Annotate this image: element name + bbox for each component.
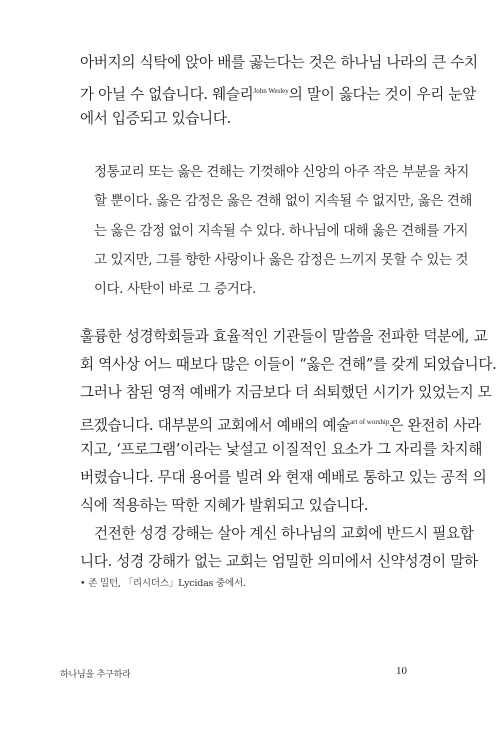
- paragraph-1: [80, 49, 478, 134]
- superscript-john-wesley: John Wesley: [253, 87, 289, 96]
- paragraph-2-line-6: 버렸습니다. 무대 용어를 빌려 와 현재 예배로 통하고 있는 공적 의: [80, 468, 487, 486]
- paragraph-3-line-1: 건전한 성경 강해는 살아 계신 하나님의 교회에 반드시 필요합: [94, 525, 474, 542]
- footnote: • 존 밀턴, 「리시더스」Lycidas 중에서.: [80, 578, 246, 589]
- quote-line-2: 할 뿐이다. 옳은 감정은 옳은 견해 없이 지속될 수 없지만, 옳은 견해: [94, 194, 473, 210]
- running-footer-title: 하나님을 추구하라: [60, 670, 131, 680]
- paragraph-1-line-1: 아버지의 식탁에 앉아 배를 곯는다는 것은 하나님 나라의 큰 수치: [80, 54, 478, 71]
- paragraph-2-line-4: [80, 408, 481, 436]
- paragraph-2-line-5: 지고, ‘프로그램’이라는 낯설고 이질적인 요소가 그 자리를 차지해: [80, 440, 483, 458]
- quote-line-5: 이다. 사탄이 바로 그 증거다.: [94, 282, 256, 298]
- paragraph-2-line-4-start: 르겠습니다. 대부분의 교회에서 예배의 예술: [80, 416, 351, 434]
- paragraph-2-line-3: 그러나 참된 영적 예배가 지금보다 더 쇠퇴했던 시기가 있었는지 모: [80, 384, 492, 402]
- paragraph-2-line-1: 훌륭한 성경학회들과 효율적인 기관들이 말씀을 전파한 덕분에, 교: [80, 328, 488, 345]
- superscript-art-of-worship: art of worship: [350, 417, 390, 426]
- paragraph-1-line-2-start: 가 아닐 수 없습니다. 웨슬리: [80, 86, 254, 104]
- paragraph-3: [80, 520, 478, 576]
- paragraph-2-line-4-end: 은 완전히 사라: [389, 416, 481, 434]
- paragraph-2-line-2: 회 역사상 어느 때보다 많은 이들이 “옳은 견해”를 갖게 되었습니다.: [80, 356, 497, 374]
- paragraph-2-line-7: 식에 적용하는 딱한 지혜가 발휘되고 있습니다.: [80, 497, 369, 515]
- block-quote: [94, 158, 473, 304]
- paragraph-1-line-3: 에서 입증되고 있습니다.: [80, 110, 231, 128]
- page-number: 10: [396, 665, 407, 677]
- paragraph-1-line-2-end: 의 말이 옳다는 것이 우리 눈앞: [288, 86, 477, 104]
- paragraph-2: [80, 323, 497, 520]
- quote-line-1: 정통교리 또는 옳은 견해는 기껏해야 신앙의 아주 작은 부분을 차지: [94, 165, 469, 180]
- paragraph-1-line-2: [80, 77, 477, 105]
- quote-line-3: 는 옳은 감정 없이 지속될 수 있다. 하나님에 대해 옳은 견해를 가지: [94, 223, 469, 239]
- paragraph-3-line-2: 니다. 성경 강해가 없는 교회는 엄밀한 의미에서 신약성경이 말하: [80, 553, 478, 571]
- quote-line-4: 고 있지만, 그를 향한 사랑이나 옳은 감정은 느끼지 못할 수 있는 것: [94, 252, 469, 268]
